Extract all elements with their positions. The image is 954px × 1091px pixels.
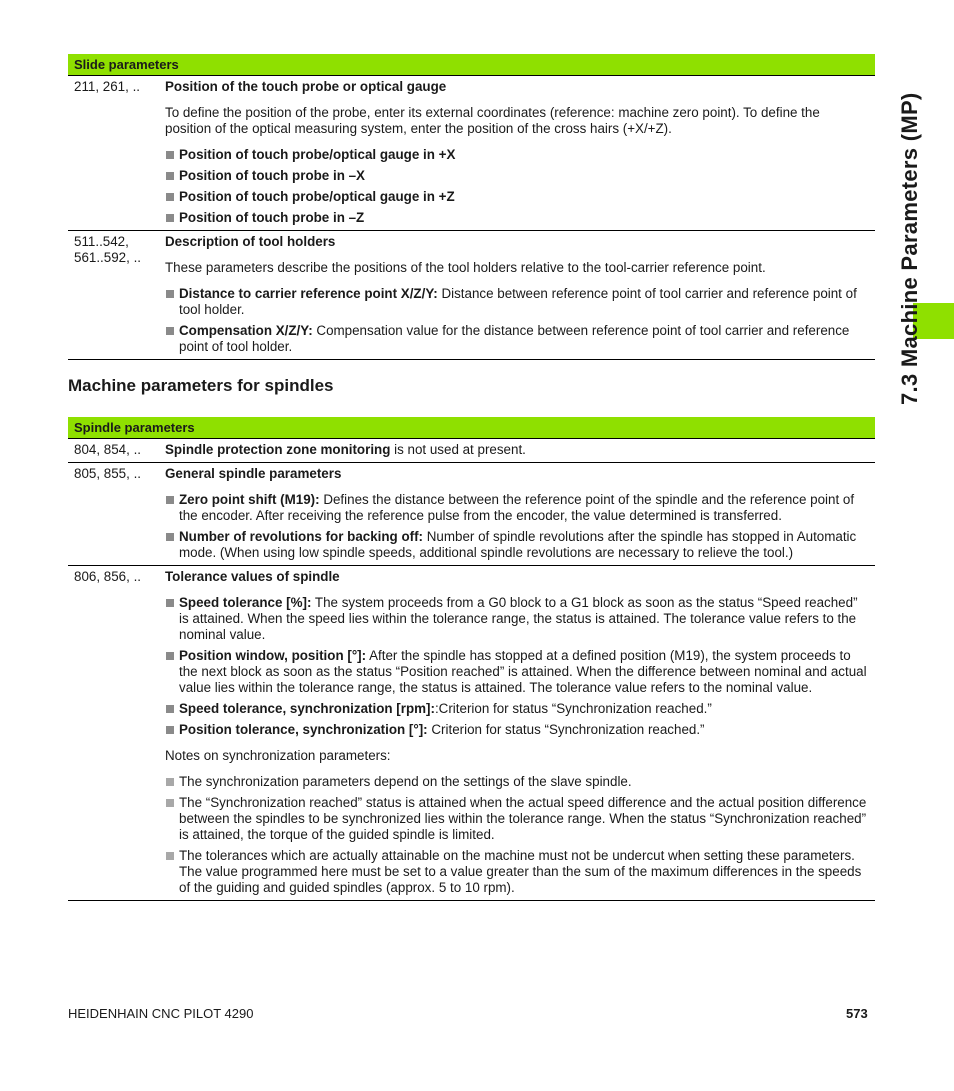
bullet-square-icon	[166, 214, 174, 222]
param-number: 806, 856, ..	[74, 569, 142, 584]
slide-parameters-table	[68, 54, 875, 360]
list-item: Distance to carrier reference point X/Z/Y: Distance between reference point of tool carrier and reference point of tool holder.	[165, 286, 869, 318]
table-header: Slide parameters	[68, 54, 875, 76]
list-item: Compensation X/Z/Y: Compensation value for the distance between reference point of tool carrier and reference point of tool holder.	[165, 323, 869, 355]
bullet-square-icon	[166, 290, 174, 298]
row-description: To define the position of the probe, enter its external coordinates (reference: machine zero point). To define the position of the optical measuring system, enter the position of the cross hairs (+X/+Z).	[165, 105, 820, 136]
list-item: Zero point shift (M19): Defines the distance between the reference point of the spindle and the reference point of the encoder. After receiving the reference pulse from the encoder, the value determined is transferred.	[165, 492, 869, 524]
list-item: Position of touch probe in –X	[165, 168, 869, 184]
section-heading: Machine parameters for spindles	[68, 376, 334, 395]
notes-label: Notes on synchronization parameters:	[165, 748, 391, 763]
table-row	[68, 439, 875, 463]
param-number: 804, 854, ..	[74, 442, 142, 457]
list-item: Number of revolutions for backing off: Number of spindle revolutions after the spindle has stopped in Automatic mode. (When using low spindle speeds, additional spindle revolutions are necessary to relieve the tool.)	[165, 529, 869, 561]
bullet-square-icon	[166, 705, 174, 713]
spindle-parameters-table	[68, 417, 875, 901]
bullet-square-icon	[166, 652, 174, 660]
bullet-square-icon	[166, 193, 174, 201]
row-description: is not used at present.	[390, 442, 526, 457]
list-item: Position window, position [°]: After the spindle has stopped at a defined position (M19), the system proceeds to the next block as soon as the status “Position reached” is attained. When the difference between nominal and actual value lies within the tolerance range, the status is attained. The tolerance value refers to the nominal value.	[165, 648, 869, 696]
list-item: Position of touch probe in –Z	[165, 210, 869, 226]
row-title: General spindle parameters	[165, 466, 342, 481]
bullet-square-icon	[166, 327, 174, 335]
list-item: Position of touch probe/optical gauge in +X	[165, 147, 869, 163]
row-title: Spindle protection zone monitoring	[165, 442, 391, 457]
bullet-square-icon	[166, 172, 174, 180]
list-item: Position tolerance, synchronization [°]: Criterion for status “Synchronization reached.”	[165, 722, 869, 738]
note-item: The tolerances which are actually attainable on the machine must not be undercut when setting these parameters. The value programmed here must be set to a value greater than the sum of the maximum differences in the speeds of the guiding and guided spindles (approx. 5 to 10 rpm).	[165, 848, 869, 896]
list-item: Position of touch probe/optical gauge in +Z	[165, 189, 869, 205]
param-number: 511..542, 561..592, ..	[74, 234, 142, 265]
list-item: Speed tolerance, synchronization [rpm]::Criterion for status “Synchronization reached.”	[165, 701, 869, 717]
row-title: Position of the touch probe or optical gauge	[165, 79, 447, 94]
page-number: 573	[846, 1006, 868, 1021]
table-row	[68, 463, 875, 566]
bullet-square-icon	[166, 778, 174, 786]
table-header: Spindle parameters	[68, 417, 875, 439]
table-row	[68, 566, 875, 901]
param-number: 211, 261, ..	[74, 79, 141, 94]
bullet-square-icon	[166, 799, 174, 807]
row-title: Tolerance values of spindle	[165, 569, 340, 584]
row-description: These parameters describe the positions of the tool holders relative to the tool-carrier reference point.	[165, 260, 766, 275]
list-item: Speed tolerance [%]: The system proceeds from a G0 block to a G1 block as soon as the status “Speed reached” is attained. When the speed lies within the tolerance range, the status is attained. The tolerance value refers to the nominal value.	[165, 595, 869, 643]
footer-product-name: HEIDENHAIN CNC PILOT 4290	[68, 1006, 254, 1021]
table-row	[68, 76, 875, 231]
bullet-square-icon	[166, 726, 174, 734]
bullet-square-icon	[166, 151, 174, 159]
row-title: Description of tool holders	[165, 234, 336, 249]
bullet-square-icon	[166, 533, 174, 541]
note-item: The synchronization parameters depend on the settings of the slave spindle.	[165, 774, 869, 790]
bullet-square-icon	[166, 496, 174, 504]
bullet-square-icon	[166, 852, 174, 860]
bullet-square-icon	[166, 599, 174, 607]
note-item: The “Synchronization reached” status is attained when the actual speed difference and the actual position difference between the spindles to be synchronized lies within the tolerance range. When the status “Synchronization reached” is attained, the torque of the guided spindle is limited.	[165, 795, 869, 843]
param-number: 805, 855, ..	[74, 466, 142, 481]
chapter-title-text: 7.3 Machine Parameters (MP)	[897, 92, 922, 405]
table-row	[68, 231, 875, 360]
